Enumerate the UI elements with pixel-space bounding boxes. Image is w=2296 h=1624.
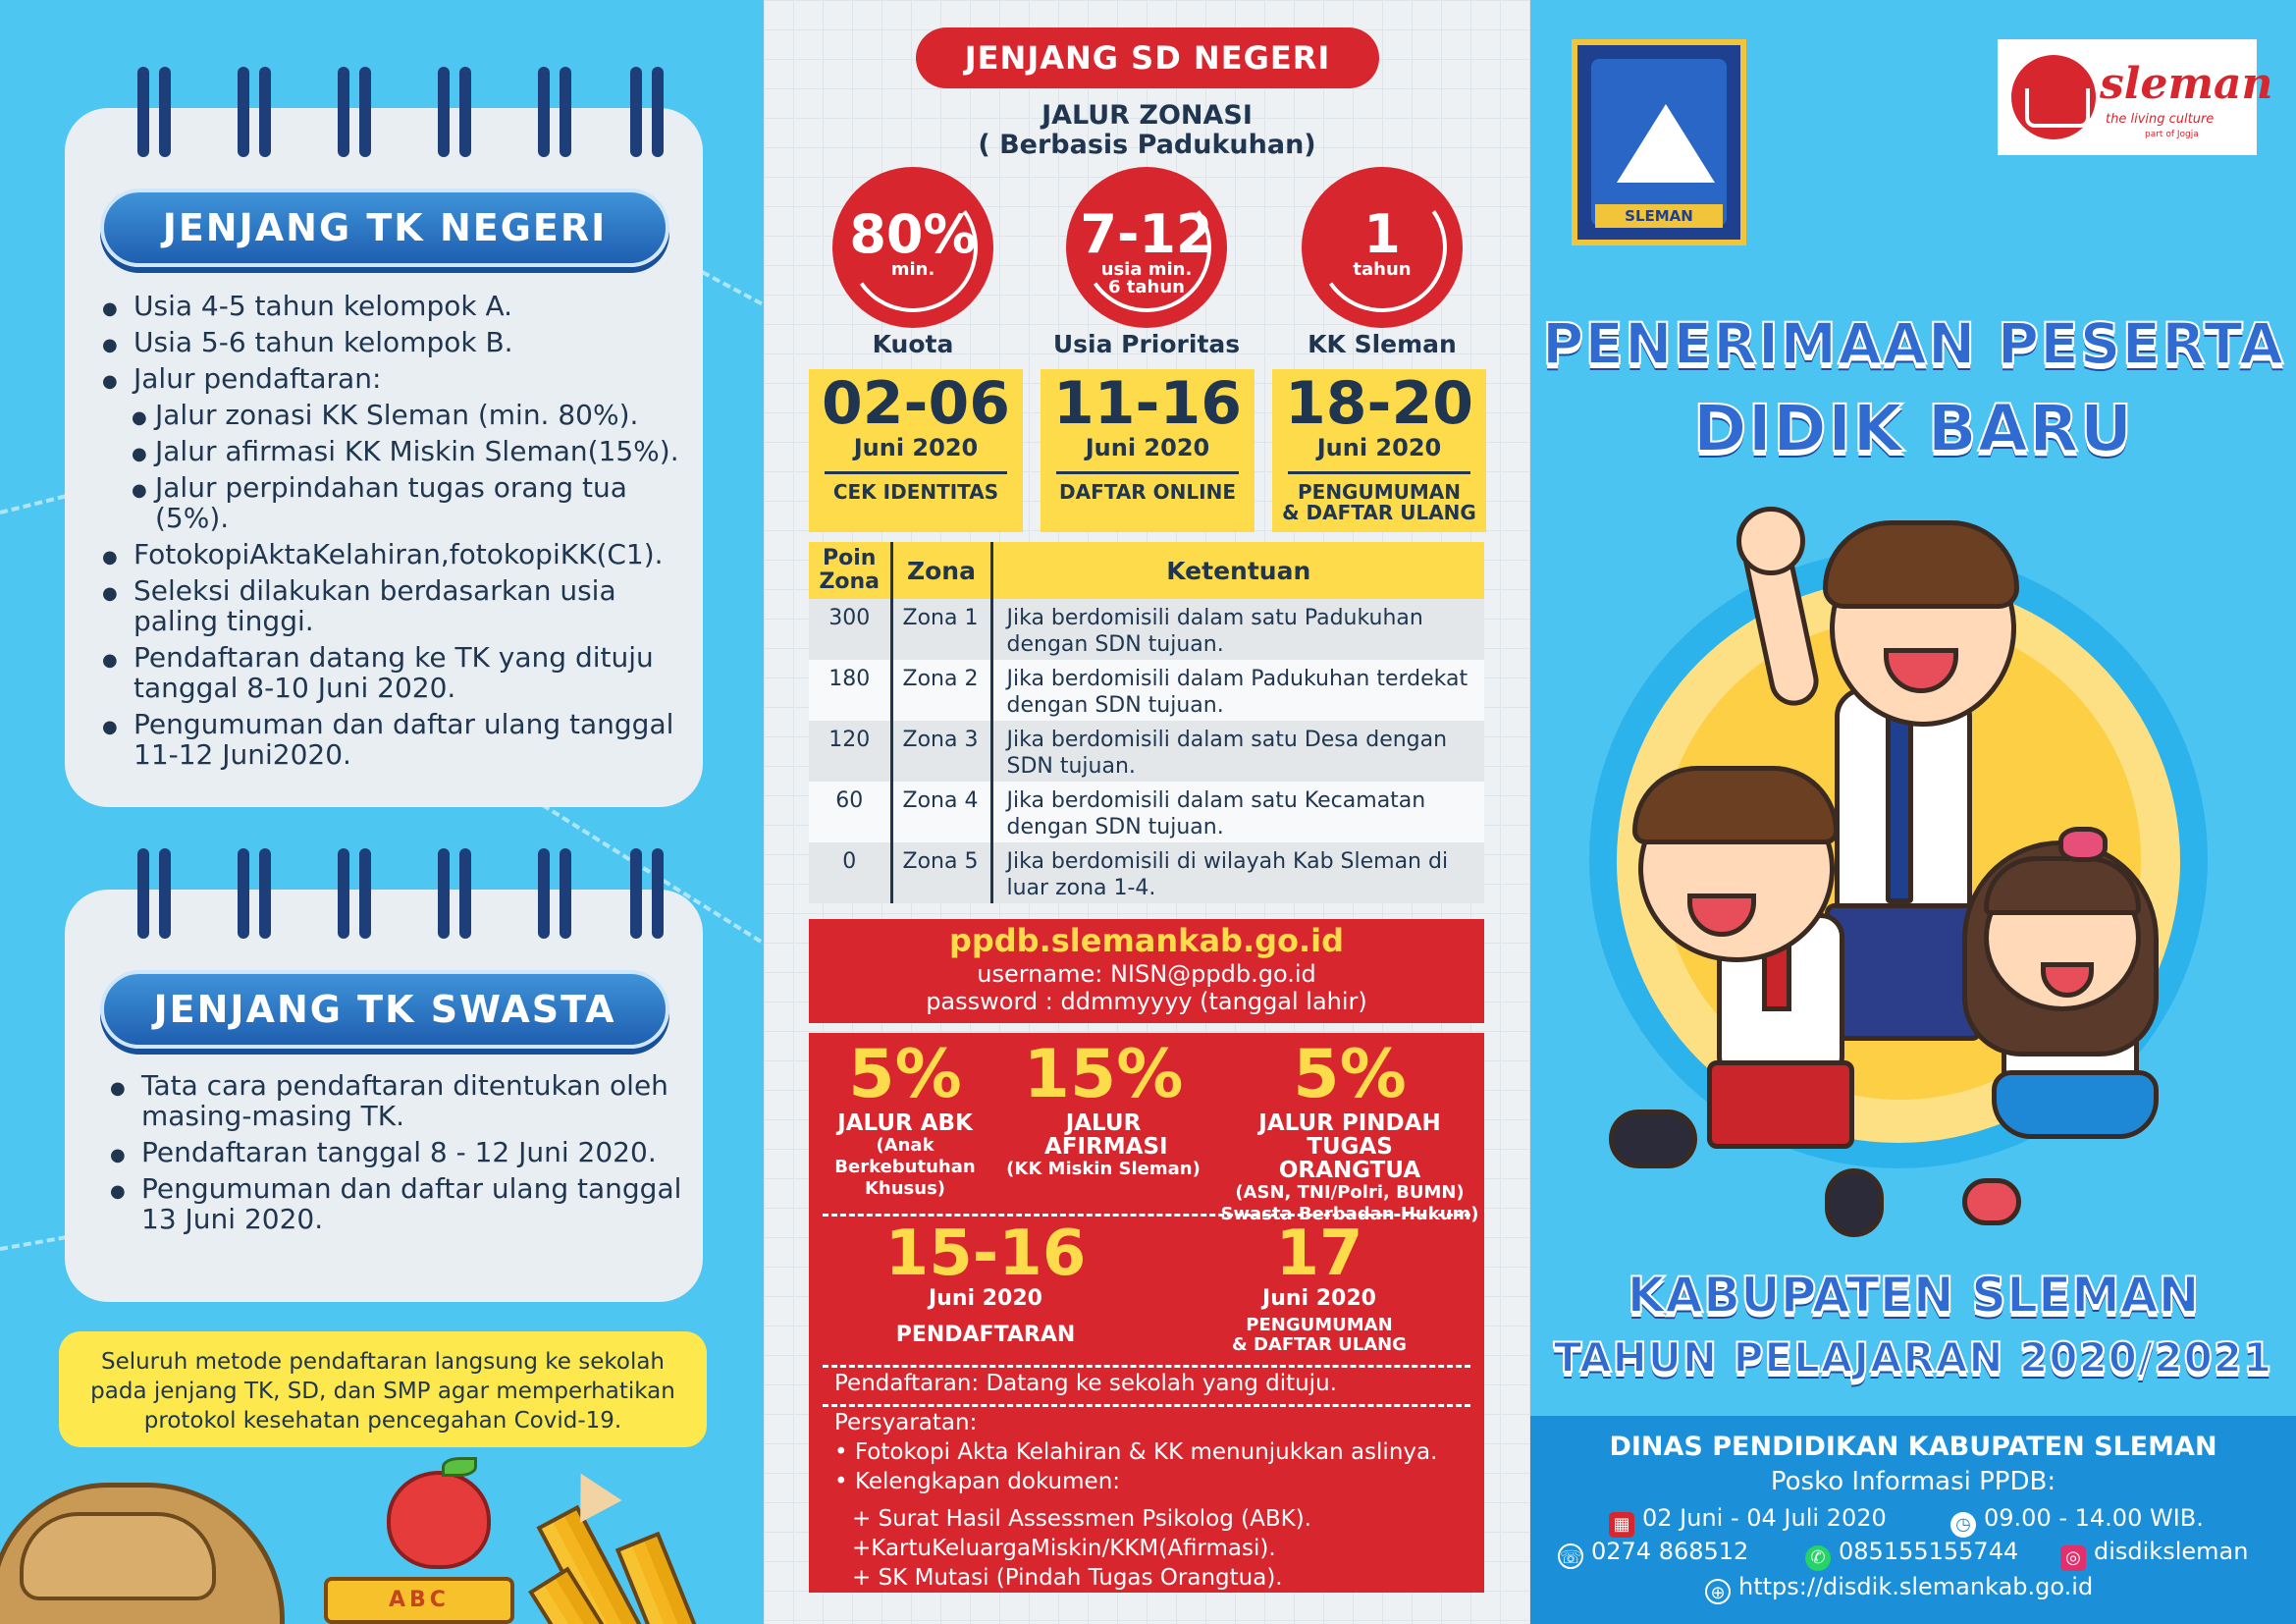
instagram-contact[interactable] — [2060, 1538, 2248, 1571]
jalur-desc: (ASN, TNI/Polri, BUMN) — [1235, 1182, 1465, 1203]
date-label: CEK IDENTITAS — [832, 480, 999, 504]
sd-negeri-title: JENJANG SD NEGERI — [916, 27, 1379, 88]
zone-name: Zona 1 — [891, 599, 991, 660]
zone-rule: Jika berdomisili dalam satu Kecamatan dengan SDN tujuan. — [991, 782, 1484, 842]
jalur-desc: Swasta Berbadan Hukum) — [1220, 1204, 1479, 1224]
date-range-text: 02 Juni - 04 Juli 2020 — [1642, 1504, 1887, 1532]
school-bag-flap — [20, 1512, 216, 1600]
jalur-afirmasi — [995, 1036, 1211, 1180]
header-zona: Zona — [891, 542, 991, 599]
zone-rule: Jika berdomisili di wilayah Kab Sleman di luar zona 1-4. — [991, 842, 1484, 903]
quota-circle — [832, 167, 993, 328]
sub-list-item: ● Jalur perpindahan tugas orang tua (5%). — [98, 472, 687, 533]
tk-swasta-card — [65, 890, 703, 1302]
brand-wordmark: sleman — [2100, 59, 2273, 109]
kabupaten-title: KABUPATEN SLEMAN — [1627, 1267, 2200, 1324]
date-label: PENDAFTARAN — [895, 1323, 1076, 1347]
jalur-pindah-tugas — [1215, 1036, 1484, 1225]
list-item: ● Pendaftaran datang ke TK yang dituju tanggal 8-10 Juni 2020. — [98, 642, 687, 703]
date-pengumuman-daftar-ulang — [1201, 1218, 1437, 1355]
table-row — [809, 842, 1484, 903]
note-line: pada jenjang TK, SD, dan SMP agar memperhatikan — [90, 1379, 675, 1404]
date-label: PENGUMUMAN — [1246, 1315, 1393, 1335]
tahun-pelajaran-title: TAHUN PELAJARAN 2020/2021 — [1553, 1333, 2273, 1381]
jalur-percent: 15% — [1023, 1036, 1184, 1113]
tk-negeri-list — [98, 291, 687, 776]
jalur-name: JALUR AFIRMASI — [1044, 1110, 1168, 1160]
zone-table — [809, 542, 1484, 903]
notebook-spiral — [120, 848, 669, 939]
list-item: ● Seleksi dilakukan berdasarkan usia paling tinggi. — [98, 575, 687, 636]
age-circle — [1066, 167, 1227, 328]
date-value: 18-20 — [1285, 369, 1473, 438]
date-month: Juni 2020 — [929, 1286, 1042, 1311]
instagram-handle: disdiksleman — [2094, 1538, 2249, 1565]
list-item: ● FotokopiAktaKelahiran,fotokopiKK(C1). — [98, 539, 687, 569]
note-line: protokol kesehatan pencegahan Covid-19. — [143, 1408, 622, 1434]
zone-points: 120 — [809, 721, 891, 782]
tk-swasta-title: JENJANG TK SWASTA — [100, 970, 669, 1049]
date-label: PENGUMUMAN — [1298, 480, 1461, 504]
list-item: ● Pengumuman dan daftar ulang tanggal 11-12 Juni2020. — [98, 709, 687, 770]
zone-rule: Jika berdomisili dalam satu Desa dengan SDN tujuan. — [991, 721, 1484, 782]
tk-negeri-title: JENJANG TK NEGERI — [100, 189, 669, 267]
persyaratan-subitem: +KartuKeluargaMiskin/KKM(Afirmasi). — [852, 1536, 1276, 1561]
jalur-info-box — [809, 1033, 1484, 1593]
jalur-desc: (Anak — [876, 1135, 934, 1156]
zone-points: 180 — [809, 660, 891, 721]
date-value: 15-16 — [884, 1218, 1087, 1290]
covid-note — [59, 1331, 707, 1447]
date-box-daftar-online — [1041, 369, 1255, 532]
apple-illustration — [387, 1471, 491, 1569]
jalur-percent: 5% — [1293, 1036, 1407, 1113]
circle-note: 6 tahun — [1108, 277, 1185, 298]
password-hint: password : ddmmyyyy (tanggal lahir) — [926, 988, 1367, 1015]
table-row — [809, 721, 1484, 782]
zone-points: 60 — [809, 782, 891, 842]
circle-note: min. — [890, 259, 935, 280]
date-label: & DAFTAR ULANG — [1282, 501, 1476, 524]
date-value: 11-16 — [1053, 369, 1242, 438]
zone-rule: Jika berdomisili dalam Padukuhan terdekat dengan SDN tujuan. — [991, 660, 1484, 721]
list-item: ● Pengumuman dan daftar ulang tanggal 13 Juni 2020. — [106, 1173, 695, 1234]
brand-tagline: the living culture — [2106, 112, 2215, 127]
date-box-cek-identitas — [809, 369, 1023, 532]
list-item: ● Usia 4-5 tahun kelompok A. — [98, 291, 687, 321]
username-hint: username: NISN@ppdb.go.id — [977, 960, 1316, 988]
note-line: Seluruh metode pendaftaran langsung ke sekolah — [100, 1349, 666, 1375]
left-panel — [0, 0, 764, 1624]
abc-book-illustration: ABC — [324, 1577, 514, 1624]
date-value: 02-06 — [822, 369, 1010, 438]
divider — [823, 1214, 1470, 1217]
whatsapp-contact[interactable] — [1805, 1538, 2018, 1571]
tk-negeri-card — [65, 108, 703, 807]
circle-value: 1 — [1363, 203, 1401, 265]
list-item: ● Jalur pendaftaran: — [98, 363, 687, 394]
circle-caption: KK Sleman — [1308, 330, 1457, 358]
date-month: Juni 2020 — [1085, 434, 1210, 461]
table-row — [809, 599, 1484, 660]
phone-icon: ☏ — [1558, 1543, 1583, 1569]
apple-leaf — [442, 1457, 477, 1477]
website-url: https://disdik.slemankab.go.id — [1738, 1573, 2094, 1600]
pendaftaran-text: Pendaftaran: Datang ke sekolah yang dituju. — [834, 1371, 1337, 1396]
jalur-percent: 5% — [848, 1036, 962, 1113]
jalur-name: JALUR ABK — [837, 1110, 973, 1136]
date-month: Juni 2020 — [853, 434, 979, 461]
portal-url-link[interactable]: ppdb.slemankab.go.id — [948, 922, 1345, 959]
posko-label: Posko Informasi PPDB: — [1770, 1467, 2056, 1496]
table-row — [809, 782, 1484, 842]
calendar-icon: ▦ — [1609, 1512, 1634, 1538]
jalur-abk — [815, 1036, 995, 1200]
date-month: Juni 2020 — [1316, 434, 1442, 461]
whatsapp-icon: ✆ — [1805, 1545, 1831, 1571]
zone-table-header — [809, 542, 1484, 599]
right-panel — [1530, 0, 2296, 1624]
date-month: Juni 2020 — [1262, 1286, 1376, 1311]
circle-caption: Kuota — [872, 330, 954, 358]
persyaratan-item: • Kelengkapan dokumen: — [834, 1469, 1121, 1494]
list-item: ● Tata cara pendaftaran ditentukan oleh masing-masing TK. — [106, 1070, 695, 1131]
table-row — [809, 660, 1484, 721]
circle-value: 7-12 — [1080, 203, 1213, 265]
dinas-heading: DINAS PENDIDIKAN KABUPATEN SLEMAN — [1609, 1432, 2217, 1462]
contact-info-footer — [1530, 1416, 2296, 1624]
main-title-line2: DIDIK BARU — [1692, 391, 2134, 466]
sleman-brand-logo — [1998, 39, 2273, 155]
zone-points: 0 — [809, 842, 891, 903]
crest-label: SLEMAN — [1595, 204, 1723, 228]
date-box-pengumuman — [1272, 369, 1486, 532]
list-item: ● Usia 5-6 tahun kelompok B. — [98, 327, 687, 357]
sleman-mark-icon — [2011, 55, 2096, 139]
portal-info-box — [809, 919, 1484, 1023]
persyaratan-subitem: + SK Mutasi (Pindah Tugas Orangtua). — [852, 1565, 1283, 1591]
header-poin-zona: Poin Zona — [809, 542, 891, 599]
date-range — [1609, 1504, 1887, 1538]
divider — [823, 1365, 1470, 1368]
circle-value: 80% — [849, 203, 977, 265]
kk-circle — [1302, 167, 1463, 328]
middle-panel — [764, 0, 1530, 1624]
globe-icon: ⊕ — [1705, 1579, 1731, 1604]
zone-name: Zona 5 — [891, 842, 991, 903]
jalur-name: JALUR PINDAH TUGAS ORANGTUA — [1258, 1110, 1441, 1183]
pencil-illustration — [615, 1532, 747, 1624]
main-title-line1: PENERIMAAN PESERTA — [1541, 310, 2285, 377]
circle-note: tahun — [1353, 259, 1412, 280]
phone-contact[interactable] — [1558, 1538, 1748, 1569]
sleman-crest-logo — [1572, 39, 1746, 245]
phone-number: 0274 868512 — [1591, 1538, 1749, 1565]
notebook-spiral — [120, 67, 669, 157]
divider — [823, 1404, 1470, 1407]
sub-list-item: ● Jalur afirmasi KK Miskin Sleman(15%). — [98, 436, 687, 466]
whatsapp-number: 085155155744 — [1839, 1538, 2019, 1565]
jalur-desc: Berkebutuhan — [834, 1157, 976, 1177]
office-hours-text: 09.00 - 14.00 WIB. — [1984, 1504, 2204, 1532]
date-label: DAFTAR ONLINE — [1059, 480, 1236, 504]
zone-rule: Jika berdomisili dalam satu Padukuhan dengan SDN tujuan. — [991, 599, 1484, 660]
instagram-icon: ◎ — [2060, 1545, 2086, 1571]
clock-icon: ◷ — [1950, 1512, 1976, 1538]
sub-list-item: ● Jalur zonasi KK Sleman (min. 80%). — [98, 400, 687, 430]
list-item: ● Pendaftaran tanggal 8 - 12 Juni 2020. — [106, 1137, 695, 1167]
website-link[interactable] — [1705, 1573, 2093, 1604]
jalur-zonasi-heading: JALUR ZONASI — [1041, 100, 1253, 131]
zone-points: 300 — [809, 599, 891, 660]
header-ketentuan: Ketentuan — [991, 542, 1484, 599]
date-pendaftaran — [868, 1218, 1103, 1347]
zone-name: Zona 4 — [891, 782, 991, 842]
date-value: 17 — [1275, 1218, 1363, 1290]
brand-subtagline: part of Jogja — [2145, 130, 2199, 139]
circle-note: usia min. — [1100, 259, 1193, 280]
office-hours — [1950, 1504, 2204, 1538]
jalur-desc: (KK Miskin Sleman) — [1006, 1159, 1201, 1179]
tk-swasta-list — [106, 1070, 695, 1240]
zone-name: Zona 2 — [891, 660, 991, 721]
zone-name: Zona 3 — [891, 721, 991, 782]
persyaratan-subitem: + Surat Hasil Assessmen Psikolog (ABK). — [852, 1506, 1311, 1532]
jalur-zonasi-subheading: ( Berbasis Padukuhan) — [978, 130, 1316, 160]
date-label: & DAFTAR ULANG — [1232, 1334, 1407, 1355]
jalur-desc: Khusus) — [864, 1178, 946, 1199]
persyaratan-item: • Fotokopi Akta Kelahiran & KK menunjukkan aslinya. — [834, 1439, 1438, 1465]
circle-caption: Usia Prioritas — [1052, 330, 1241, 358]
persyaratan-label: Persyaratan: — [834, 1410, 978, 1435]
